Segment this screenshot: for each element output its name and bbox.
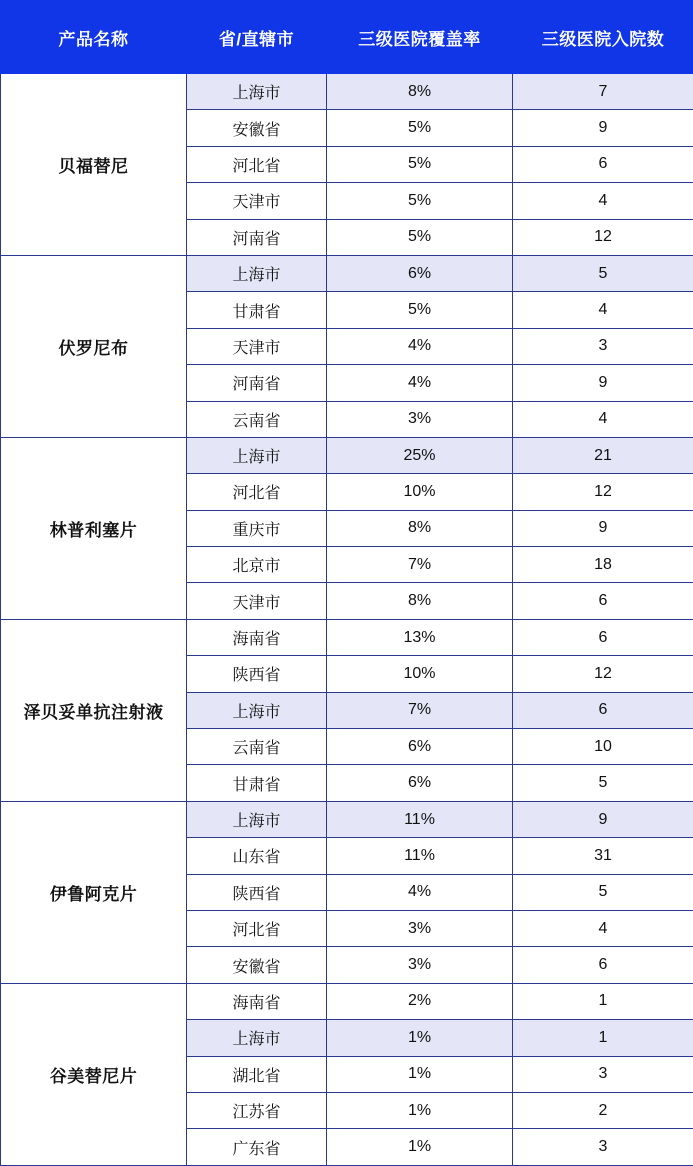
table-row <box>1 74 693 110</box>
coverage-cell: 4% <box>327 328 513 364</box>
coverage-cell: 4% <box>327 365 513 401</box>
province-cell: 河北省 <box>187 146 327 182</box>
product-name-cell: 林普利塞片 <box>1 437 187 619</box>
province-cell: 上海市 <box>187 74 327 110</box>
province-cell: 陕西省 <box>187 656 327 692</box>
admissions-cell: 4 <box>513 910 693 946</box>
admissions-cell: 6 <box>513 146 693 182</box>
province-cell: 甘肃省 <box>187 292 327 328</box>
admissions-cell: 12 <box>513 656 693 692</box>
province-cell: 上海市 <box>187 437 327 473</box>
column-header-coverage: 三级医院覆盖率 <box>327 1 513 74</box>
admissions-cell: 5 <box>513 255 693 291</box>
province-cell: 河南省 <box>187 365 327 401</box>
admissions-cell: 6 <box>513 619 693 655</box>
admissions-cell: 3 <box>513 328 693 364</box>
province-cell: 安徽省 <box>187 947 327 983</box>
coverage-cell: 11% <box>327 838 513 874</box>
admissions-cell: 6 <box>513 583 693 619</box>
admissions-cell: 9 <box>513 365 693 401</box>
province-cell: 天津市 <box>187 328 327 364</box>
product-name-cell: 伏罗尼布 <box>1 255 187 437</box>
coverage-cell: 8% <box>327 583 513 619</box>
admissions-cell: 9 <box>513 510 693 546</box>
table-row <box>1 801 693 837</box>
coverage-cell: 2% <box>327 983 513 1019</box>
coverage-cell: 3% <box>327 910 513 946</box>
province-cell: 重庆市 <box>187 510 327 546</box>
admissions-cell: 4 <box>513 401 693 437</box>
admissions-cell: 4 <box>513 183 693 219</box>
coverage-cell: 5% <box>327 183 513 219</box>
coverage-cell: 6% <box>327 255 513 291</box>
admissions-cell: 21 <box>513 437 693 473</box>
product-name-cell: 泽贝妥单抗注射液 <box>1 619 187 801</box>
coverage-cell: 6% <box>327 765 513 801</box>
coverage-cell: 5% <box>327 146 513 182</box>
coverage-cell: 8% <box>327 74 513 110</box>
coverage-cell: 10% <box>327 474 513 510</box>
province-cell: 江苏省 <box>187 1092 327 1128</box>
coverage-cell: 7% <box>327 547 513 583</box>
column-header-province: 省/直辖市 <box>187 1 327 74</box>
province-cell: 河北省 <box>187 474 327 510</box>
province-cell: 山东省 <box>187 838 327 874</box>
province-cell: 云南省 <box>187 729 327 765</box>
table-header-row <box>1 1 693 74</box>
coverage-cell: 11% <box>327 801 513 837</box>
province-cell: 上海市 <box>187 692 327 728</box>
product-name-cell: 伊鲁阿克片 <box>1 801 187 983</box>
admissions-cell: 18 <box>513 547 693 583</box>
province-cell: 湖北省 <box>187 1056 327 1092</box>
province-cell: 甘肃省 <box>187 765 327 801</box>
table-row <box>1 619 693 655</box>
province-cell: 北京市 <box>187 547 327 583</box>
coverage-cell: 5% <box>327 292 513 328</box>
coverage-cell: 1% <box>327 1092 513 1128</box>
province-cell: 天津市 <box>187 183 327 219</box>
admissions-cell: 7 <box>513 74 693 110</box>
table-header <box>1 1 693 74</box>
column-header-admissions: 三级医院入院数 <box>513 1 693 74</box>
admissions-cell: 6 <box>513 947 693 983</box>
admissions-cell: 2 <box>513 1092 693 1128</box>
coverage-cell: 13% <box>327 619 513 655</box>
coverage-cell: 8% <box>327 510 513 546</box>
province-cell: 上海市 <box>187 1020 327 1056</box>
product-name-cell: 贝福替尼 <box>1 74 187 256</box>
table-body <box>1 74 693 1166</box>
admissions-cell: 4 <box>513 292 693 328</box>
province-cell: 陕西省 <box>187 874 327 910</box>
coverage-cell: 5% <box>327 219 513 255</box>
coverage-cell: 1% <box>327 1056 513 1092</box>
province-cell: 河南省 <box>187 219 327 255</box>
admissions-cell: 3 <box>513 1056 693 1092</box>
coverage-cell: 1% <box>327 1020 513 1056</box>
coverage-cell: 6% <box>327 729 513 765</box>
table-row <box>1 437 693 473</box>
province-cell: 上海市 <box>187 255 327 291</box>
coverage-cell: 10% <box>327 656 513 692</box>
table-row <box>1 983 693 1019</box>
coverage-cell: 1% <box>327 1129 513 1165</box>
admissions-cell: 1 <box>513 1020 693 1056</box>
province-cell: 安徽省 <box>187 110 327 146</box>
admissions-cell: 9 <box>513 110 693 146</box>
product-name-cell: 谷美替尼片 <box>1 983 187 1165</box>
coverage-cell: 3% <box>327 401 513 437</box>
admissions-cell: 12 <box>513 474 693 510</box>
coverage-cell: 4% <box>327 874 513 910</box>
coverage-cell: 5% <box>327 110 513 146</box>
coverage-cell: 3% <box>327 947 513 983</box>
admissions-cell: 3 <box>513 1129 693 1165</box>
admissions-cell: 12 <box>513 219 693 255</box>
column-header-product: 产品名称 <box>1 1 187 74</box>
admissions-cell: 10 <box>513 729 693 765</box>
admissions-cell: 31 <box>513 838 693 874</box>
province-cell: 上海市 <box>187 801 327 837</box>
province-cell: 云南省 <box>187 401 327 437</box>
admissions-cell: 9 <box>513 801 693 837</box>
admissions-cell: 1 <box>513 983 693 1019</box>
admissions-cell: 5 <box>513 765 693 801</box>
coverage-cell: 7% <box>327 692 513 728</box>
province-cell: 河北省 <box>187 910 327 946</box>
province-cell: 广东省 <box>187 1129 327 1165</box>
table-row <box>1 255 693 291</box>
coverage-cell: 25% <box>327 437 513 473</box>
admissions-cell: 5 <box>513 874 693 910</box>
province-cell: 天津市 <box>187 583 327 619</box>
admissions-cell: 6 <box>513 692 693 728</box>
province-cell: 海南省 <box>187 619 327 655</box>
province-cell: 海南省 <box>187 983 327 1019</box>
